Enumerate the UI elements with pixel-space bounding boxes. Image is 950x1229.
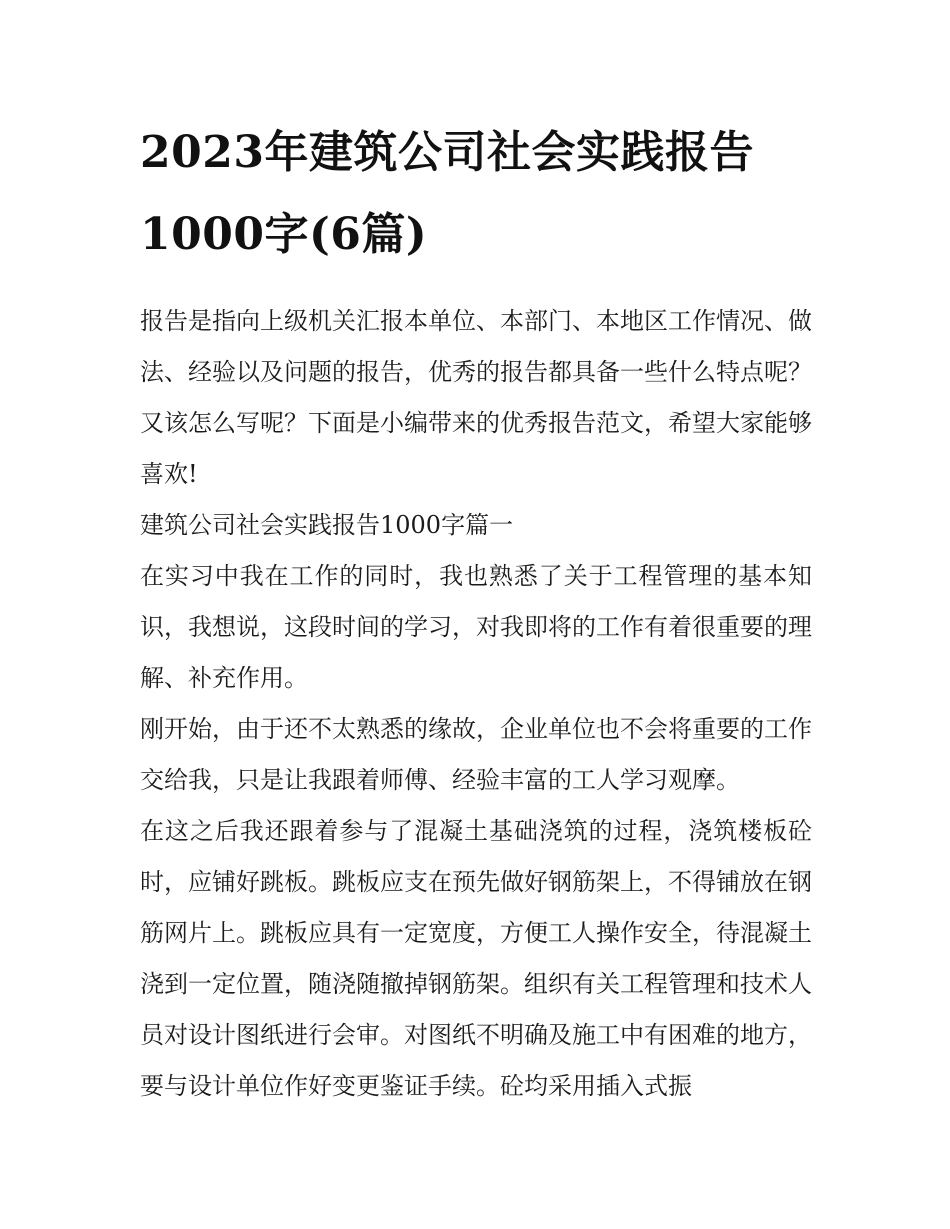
intro-paragraph: 报告是指向上级机关汇报本单位、本部门、本地区工作情况、做法、经验以及问题的报告，优秀的报告都具备一些什么特点呢？又该怎么写呢？下面是小编带来的优秀报告范文，希望大家能够喜欢! bbox=[140, 307, 812, 488]
section-heading: 建筑公司社会实践报告1000字篇一 bbox=[140, 511, 514, 539]
body-paragraph: 刚开始，由于还不太熟悉的缘故，企业单位也不会将重要的工作交给我，只是让我跟着师傅、经验丰富的工人学习观摩。 bbox=[140, 715, 812, 794]
body-paragraph: 在实习中我在工作的同时，我也熟悉了关于工程管理的基本知识，我想说，这段时间的学习，对我即将的工作有着很重要的理解、补充作用。 bbox=[140, 562, 812, 692]
document-title: 2023年建筑公司社会实践报告1000字(6篇) bbox=[140, 127, 754, 260]
document-page bbox=[140, 112, 812, 1112]
body-paragraph: 在这之后我还跟着参与了混凝土基础浇筑的过程，浇筑楼板砼时，应铺好跳板。跳板应支在预先做好钢筋架上，不得铺放在钢筋网片上。跳板应具有一定宽度，方便工人操作安全，待混凝土浇到一定位置，随浇随撤掉钢筋架。组织有关工程管理和技术人员对设计图纸进行会审。对图纸不明确及施工中有困难的地方，要与设计单位作好变更鉴证手续。砼均采用插入式振 bbox=[140, 817, 812, 1100]
